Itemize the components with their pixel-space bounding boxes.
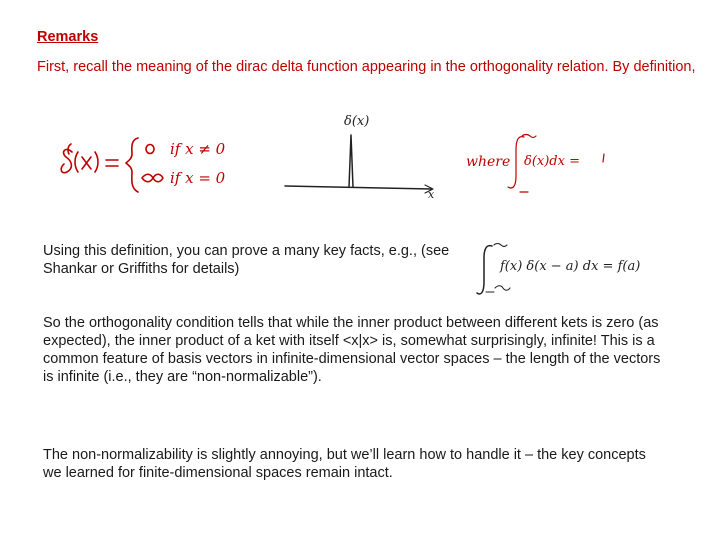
slide-heading: Remarks: [37, 29, 99, 45]
svg-text:if x = 0: if x = 0: [170, 169, 226, 187]
svg-text:x: x: [428, 188, 435, 201]
definition-usage-text: Using this definition, you can prove a many key facts, e.g., (see Shankar or Griffiths for details): [43, 243, 450, 277]
svg-text:δ(x): δ(x): [344, 114, 370, 129]
delta-definition-figure: [58, 130, 258, 200]
intro-text: First, recall the meaning of the dirac delta function appearing in the orthogonality relation. By definition,: [37, 59, 696, 75]
svg-text:δ(x)dx =: δ(x)dx =: [524, 154, 580, 169]
delta-integral-normalization: [466, 132, 616, 197]
delta-spike-plot: [282, 110, 442, 200]
sifting-property-formula: [478, 240, 668, 298]
svg-text:where: where: [466, 154, 511, 170]
svg-text:if x ≠ 0: if x ≠ 0: [170, 140, 226, 158]
normalizability-note-text: The non-normalizability is slightly annoying, but we’ll learn how to handle it – the key concepts we learned for finite-dimensional spaces remain intact.: [43, 447, 646, 481]
orthogonality-explanation-text: So the orthogonality condition tells that while the inner product between different kets is zero (as expected), the inner product of a ket with itself <x|x> is, somewhat surprisingly, infinite! This is a common feature of basis vectors in infinite-dimensional vector spaces – the length of the vectors is infinite (i.e., they are “non-normalizable”).: [43, 315, 661, 385]
svg-text:f(x) δ(x − a) dx = f(a): f(x) δ(x − a) dx = f(a): [500, 259, 641, 274]
